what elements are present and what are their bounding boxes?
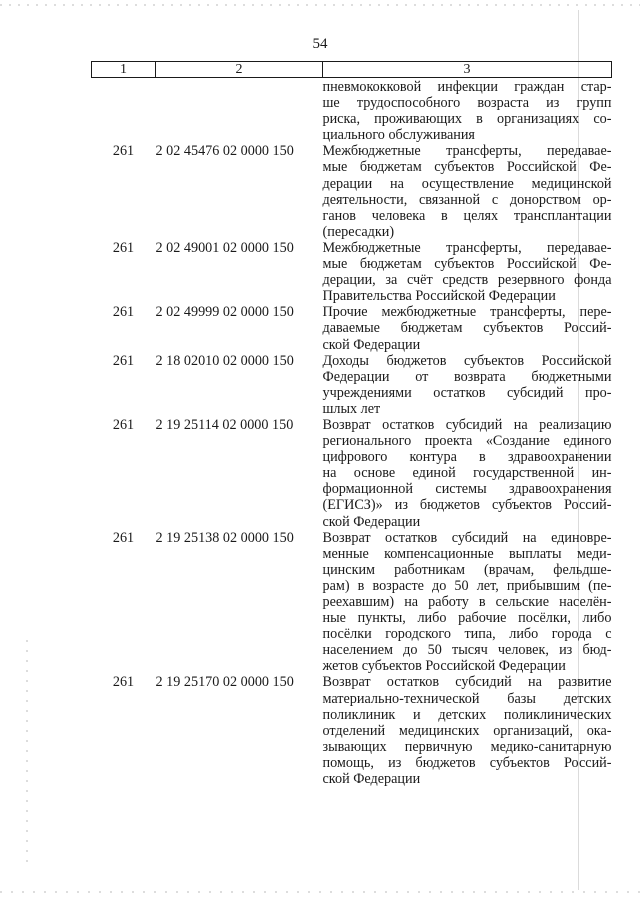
text-line: ше трудоспособного возраста из групп [322, 95, 612, 112]
budget-code-cell: 2 02 49999 02 0000 150 [155, 304, 294, 321]
text-line: риска, проживающих в организациях со- [322, 111, 612, 128]
admin-code-cell: 261 [112, 674, 135, 691]
text-line: цинским работникам (врачам, фельдше- [322, 561, 612, 578]
text-line: учреждениями остатков субсидий про- [322, 384, 612, 401]
text-line: отделений медицинских организаций, ока- [322, 722, 612, 739]
revenue-name-cell [323, 417, 612, 530]
text-line: на основе единой государственной ин- [322, 465, 612, 482]
budget-code-cell: 2 19 25138 02 0000 150 [155, 529, 294, 546]
budget-code-cell: 2 18 02010 02 0000 150 [155, 352, 294, 369]
text-line: регионального проекта «Создание единого [322, 433, 612, 450]
table-header [92, 62, 612, 78]
text-line: Межбюджетные трансферты, передавае- [322, 143, 612, 160]
text-line: ные пункты, либо рабочие посёлки, либо [322, 610, 612, 627]
admin-code-cell: 261 [112, 304, 135, 321]
table-row [92, 353, 612, 417]
table-row [92, 417, 612, 530]
text-line: формационной системы здравоохранения [322, 481, 612, 498]
revenue-name-cell [323, 674, 612, 787]
text-line: посёлки городского типа, либо города с [322, 626, 612, 643]
text-line: ской Федерации [322, 513, 421, 530]
budget-code-cell: 2 02 45476 02 0000 150 [155, 143, 294, 160]
budget-codes-table [91, 61, 612, 787]
text-line: дерации на осуществление медицинской [322, 175, 612, 192]
text-line: менные компенсационные выплаты меди- [322, 545, 612, 562]
table-row [92, 530, 612, 675]
column-header-2: 2 [156, 62, 323, 78]
table-row [92, 674, 612, 787]
text-line: поликлиник и детских поликлинических [322, 706, 612, 723]
text-line: ской Федерации [322, 771, 421, 788]
revenue-name-cell [323, 304, 612, 352]
text-line: Возврат остатков субсидий на развитие [322, 674, 612, 691]
text-line: помощь, из бюджетов субъектов Россий- [322, 754, 612, 771]
scan-artifact-bottom [0, 891, 640, 893]
text-line: даваемые бюджетам субъектов Россий- [322, 320, 612, 337]
page-number: 54 [312, 36, 328, 52]
text-line: Прочие межбюджетные трансферты, пере- [322, 304, 612, 321]
revenue-name-cell [323, 240, 612, 304]
table-row-continuation [92, 78, 612, 144]
text-line: Межбюджетные трансферты, передавае- [322, 239, 612, 256]
admin-code-cell: 261 [112, 529, 135, 546]
column-header-1: 1 [92, 62, 156, 78]
revenue-name-cell [323, 530, 612, 675]
text-line: (ЕГИСЗ)» из бюджетов субъектов Россий- [322, 497, 612, 514]
admin-code-cell: 261 [112, 416, 135, 433]
text-line: материально-технической базы детских [322, 690, 612, 707]
text-line: Возврат остатков субсидий на единовре- [322, 529, 612, 546]
text-line: мые бюджетам субъектов Российской Фе- [322, 256, 612, 273]
text-line: мые бюджетам субъектов Российской Фе- [322, 159, 612, 176]
text-line: цифрового контура в здравоохранении [322, 449, 612, 466]
text-line: (пересадки) [322, 223, 395, 240]
revenue-name-cell [323, 143, 612, 240]
admin-code-cell: 261 [112, 239, 135, 256]
text-line: зывающих первичную медико-санитарную [322, 738, 612, 755]
continuation-text [323, 78, 612, 144]
text-line: реехавшим) на работу в сельские населён- [322, 594, 612, 610]
budget-code-cell: 2 19 25170 02 0000 150 [155, 674, 294, 691]
text-line: циального обслуживания [322, 127, 475, 144]
budget-code-cell: 2 19 25114 02 0000 150 [155, 416, 294, 433]
text-line: рам) в возрасте до 50 лет, прибывшим (пе- [322, 577, 612, 594]
text-line: ской Федерации [322, 336, 421, 353]
admin-code-cell: 261 [112, 143, 135, 160]
text-line: дерации, за счёт средств резервного фонда [322, 272, 612, 289]
text-line: деятельности, связанной с донорством ор- [322, 191, 612, 208]
text-line: ганов человека в целях трансплантации [322, 207, 612, 224]
text-line: жетов субъектов Российской Федерации [322, 658, 566, 675]
budget-code-cell: 2 02 49001 02 0000 150 [155, 239, 294, 256]
text-line: Возврат остатков субсидий на реализацию [322, 416, 612, 433]
table-row [92, 304, 612, 352]
revenue-name-cell [323, 353, 612, 417]
text-line: населением до 50 тысяч человек, из бюд- [322, 642, 612, 659]
table-row [92, 240, 612, 304]
table-row [92, 143, 612, 240]
text-line: Доходы бюджетов субъектов Российской [322, 352, 612, 369]
column-header-3: 3 [323, 62, 612, 78]
text-line: пневмококковой инфекции граждан стар- [322, 79, 612, 95]
admin-code-cell: 261 [112, 352, 135, 369]
text-line: шлых лет [322, 400, 381, 417]
text-line: Федерации от возврата бюджетными [322, 368, 612, 385]
scan-artifact-top [0, 4, 640, 6]
scan-artifact-left [26, 640, 28, 870]
text-line: Правительства Российской Федерации [322, 288, 556, 305]
table-body [92, 78, 612, 788]
